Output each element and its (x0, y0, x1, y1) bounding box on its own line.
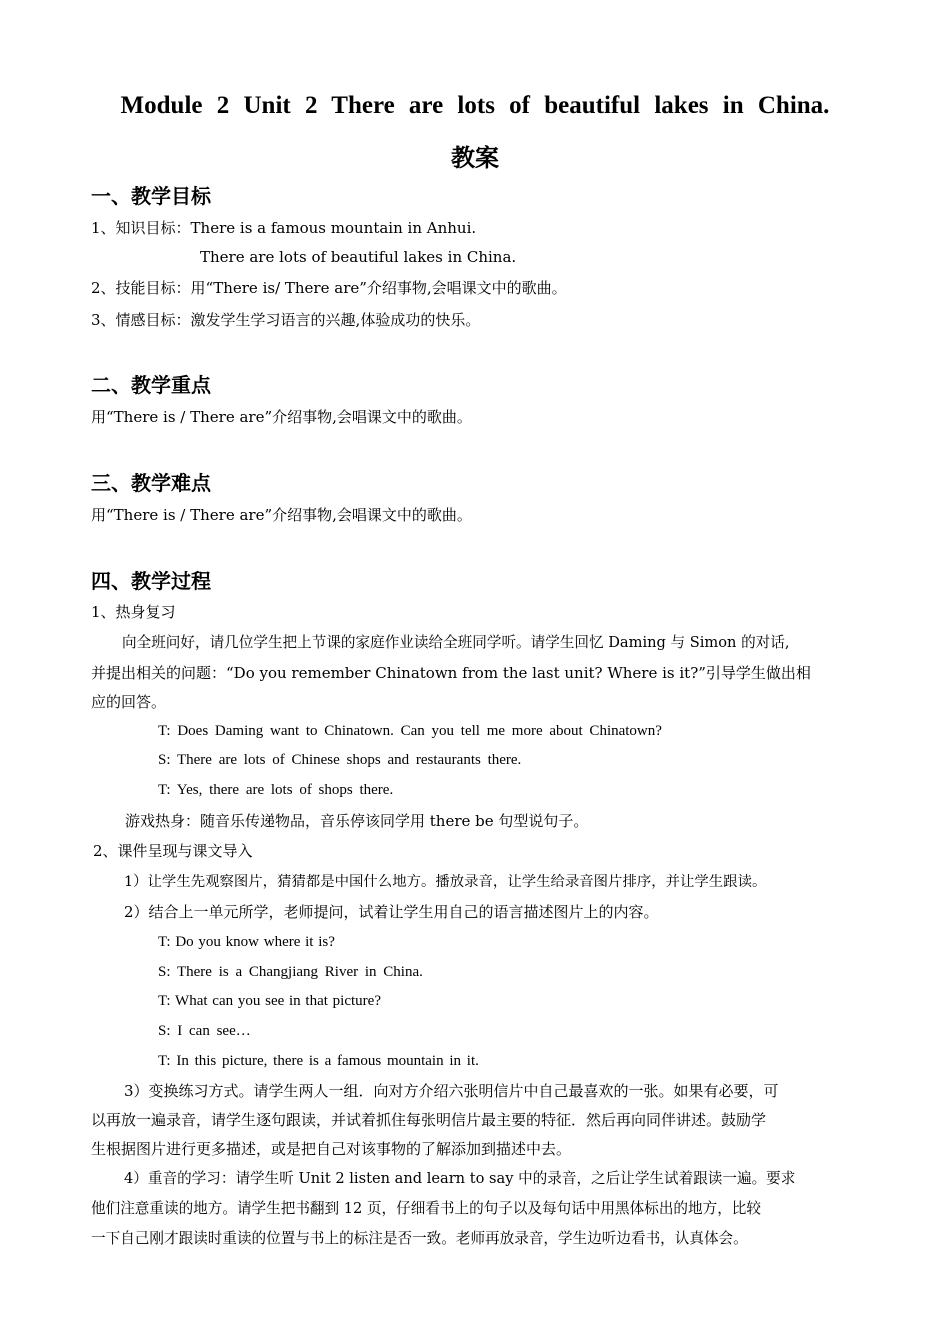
dialogue-line: S: There is a Changjiang River in China. (158, 964, 423, 980)
dialogue-line: S: I can see… (158, 1023, 251, 1039)
process-line: 1、热身复习 (91, 603, 176, 621)
process-line: 2、课件呈现与课文导入 (93, 842, 253, 860)
document-title-english: Module 2 Unit 2 There are lots of beautiful lakes in China. (120, 92, 830, 119)
dialogue-line: S: There are lots of Chinese shops and restaurants there. (158, 752, 522, 768)
difficulties-text: 用“There is / There are”介绍事物,会唱课文中的歌曲。 (91, 506, 472, 524)
objective-knowledge: 1、知识目标：There is a famous mountain in Anhui. (91, 219, 477, 237)
objective-knowledge-line2: There are lots of beautiful lakes in China. (200, 248, 517, 266)
objective-emotion: 3、情感目标：激发学生学习语言的兴趣,体验成功的快乐。 (91, 311, 481, 329)
section-heading-difficulties: 三、教学难点 (91, 471, 211, 495)
process-line: 向全班问好，请几位学生把上节课的家庭作业读给全班同学听。请学生回忆 Daming 与 Simon 的对话, (122, 634, 790, 651)
section-heading-key-points: 二、教学重点 (91, 373, 211, 397)
process-line: 应的回答。 (91, 693, 167, 711)
process-line: 4）重音的学习：请学生听 Unit 2 listen and learn to say 中的录音，之后让学生试着跟读一遍。要求 (124, 1170, 796, 1187)
process-line: 他们注意重读的地方。请学生把书翻到 12 页，仔细看书上的句子以及每句话中用黑体标出的地方，比较 (91, 1200, 761, 1217)
dialogue-line: T: Do you know where it is? (158, 934, 335, 950)
process-line: 一下自己刚才跟读时重读的位置与书上的标注是否一致。老师再放录音，学生边听边看书，认真体会。 (91, 1230, 748, 1247)
process-line: 以再放一遍录音，请学生逐句跟读，并试着抓住每张明信片最主要的特征．然后再向同伴讲述。鼓励学 (91, 1111, 767, 1129)
process-line: 生根据图片进行更多描述，或是把自己对该事物的了解添加到描述中去。 (91, 1140, 572, 1158)
key-points-text: 用“There is / There are”介绍事物,会唱课文中的歌曲。 (91, 408, 472, 426)
objective-skill: 2、技能目标：用“There is/ There are”介绍事物,会唱课文中的歌曲。 (91, 279, 567, 297)
dialogue-line: T: Does Daming want to Chinatown. Can you tell me more about Chinatown? (158, 723, 662, 739)
document-title-chinese: 教案 (451, 144, 499, 172)
section-heading-objectives: 一、教学目标 (91, 184, 211, 208)
process-line: 1）让学生先观察图片，猜猜都是中国什么地方。播放录音，让学生给录音图片排序，并让学生跟读。 (124, 874, 767, 890)
process-line: 游戏热身：随音乐传递物品，音乐停该同学用 there be 句型说句子。 (125, 812, 589, 830)
dialogue-line: T: Yes, there are lots of shops there. (158, 782, 394, 798)
dialogue-line: T: In this picture, there is a famous mountain in it. (158, 1053, 479, 1069)
process-line: 2）结合上一单元所学，老师提问，试着让学生用自己的语言描述图片上的内容。 (124, 903, 659, 921)
section-heading-process: 四、教学过程 (91, 569, 211, 593)
process-line: 并提出相关的问题：“Do you remember Chinatown from the last unit? Where is it?”引导学生做出相 (91, 664, 811, 682)
dialogue-line: T: What can you see in that picture? (158, 993, 381, 1009)
process-line: 3）变换练习方式。请学生两人一组．向对方介绍六张明信片中自己最喜欢的一张。如果有必要，可 (124, 1082, 779, 1100)
